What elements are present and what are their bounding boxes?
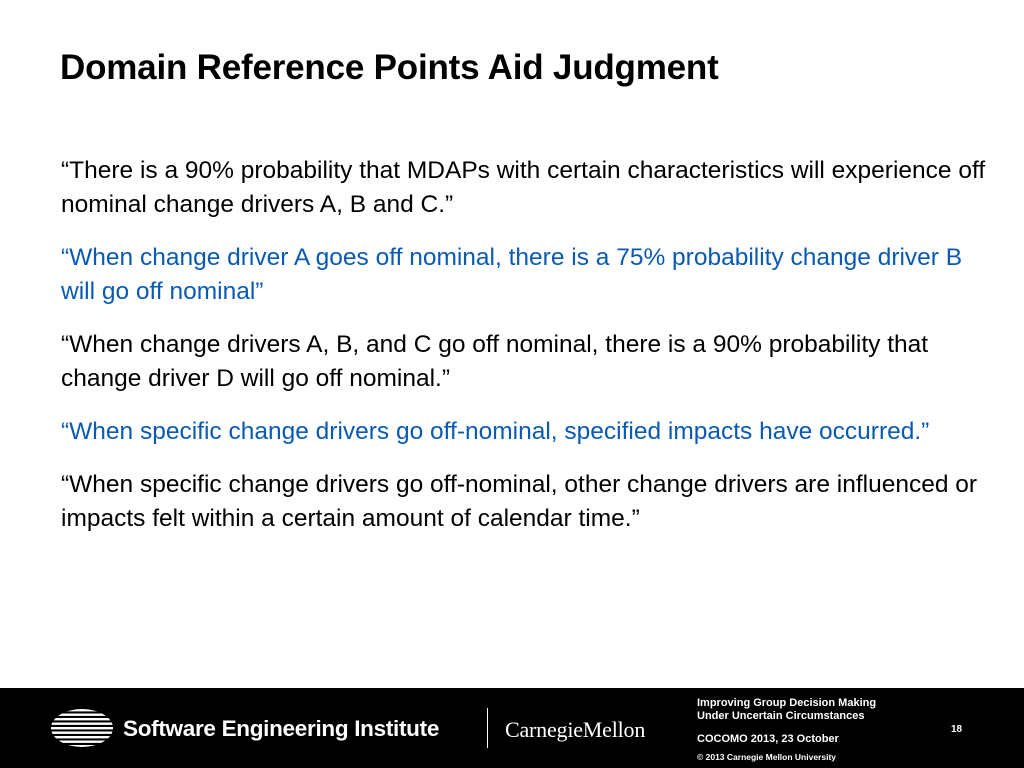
quote-paragraph-1: “There is a 90% probability that MDAPs with certain characteristics will experience off nominal change drivers A, B and C.” (61, 157, 986, 218)
event-label: COCOMO 2013, 23 October (697, 733, 839, 745)
footer-info (697, 697, 876, 764)
page-number: 18 (951, 724, 963, 735)
quote-paragraph-3: “When change drivers A, B, and C go off nominal, there is a 90% probability that change driver D will go off nominal.” (61, 331, 929, 392)
footer-bar (0, 688, 1024, 768)
copyright-notice: © 2013 Carnegie Mellon University (697, 752, 837, 762)
cmu-wordmark: CarnegieMellon (505, 717, 646, 742)
quote-paragraph-4: “When specific change drivers go off-nominal, specified impacts have occurred.” (61, 418, 930, 445)
slide-body (61, 154, 991, 555)
sei-wordmark: Software Engineering Institute (123, 716, 440, 741)
sei-logo-icon (50, 708, 114, 748)
quote-paragraph-5: “When specific change drivers go off-nominal, other change drivers are influenced or impacts felt within a certain amount of calendar time.” (61, 471, 978, 532)
quote-paragraph-2: “When change driver A goes off nominal, there is a 75% probability change driver B will go off nominal” (61, 244, 963, 305)
footer-divider (487, 708, 488, 748)
slide-title: Domain Reference Points Aid Judgment (60, 48, 719, 87)
presentation-title-line-2: Under Uncertain Circumstances (697, 710, 865, 722)
presentation-title-line-1: Improving Group Decision Making (697, 697, 877, 709)
